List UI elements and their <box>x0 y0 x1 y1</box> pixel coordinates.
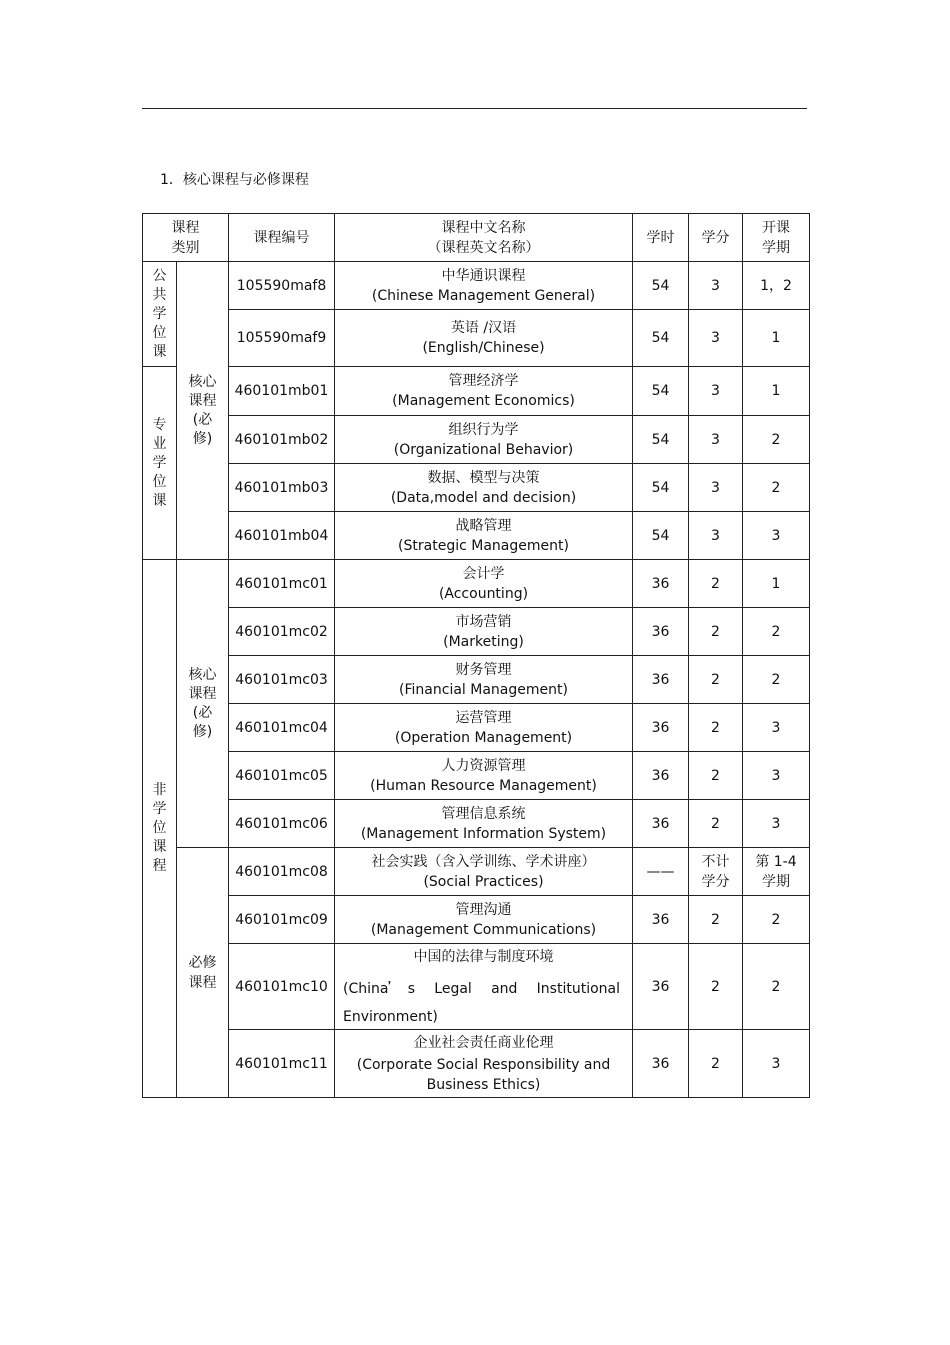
table-row <box>143 896 810 944</box>
header-credits: 学分 <box>689 214 743 262</box>
course-term: 3 <box>743 800 810 848</box>
course-hours: 54 <box>633 416 689 464</box>
header-term: 开课 学期 <box>743 214 810 262</box>
course-credits: 2 <box>689 1030 743 1098</box>
header-code: 课程编号 <box>229 214 335 262</box>
course-code: 105590maf8 <box>229 262 335 310</box>
course-credits: 3 <box>689 512 743 560</box>
course-term: 1 <box>743 367 810 416</box>
course-hours: —— <box>633 848 689 896</box>
table-row <box>143 310 810 367</box>
course-credits: 2 <box>689 608 743 656</box>
group-professional: 专业学位课 <box>143 367 177 560</box>
table-row <box>143 262 810 310</box>
course-hours: 36 <box>633 656 689 704</box>
course-credits: 2 <box>689 944 743 1030</box>
course-name: 数据、模型与决策 (Data,model and decision) <box>335 464 633 512</box>
course-name: 会计学 (Accounting) <box>335 560 633 608</box>
course-credits: 3 <box>689 464 743 512</box>
course-hours: 54 <box>633 464 689 512</box>
course-name: 社会实践（含入学训练、学术讲座） (Social Practices) <box>335 848 633 896</box>
course-hours: 36 <box>633 608 689 656</box>
course-name: 人力资源管理 (Human Resource Management) <box>335 752 633 800</box>
course-term: 2 <box>743 896 810 944</box>
course-code: 460101mb02 <box>229 416 335 464</box>
course-hours: 54 <box>633 262 689 310</box>
course-term: 1，2 <box>743 262 810 310</box>
table-row <box>143 656 810 704</box>
course-term: 1 <box>743 310 810 367</box>
header-hours: 学时 <box>633 214 689 262</box>
course-term: 3 <box>743 752 810 800</box>
table-header-row <box>143 214 810 262</box>
course-code: 460101mb03 <box>229 464 335 512</box>
course-term: 3 <box>743 1030 810 1098</box>
table-row <box>143 1030 810 1098</box>
course-credits: 2 <box>689 896 743 944</box>
course-name: 管理经济学 (Management Economics) <box>335 367 633 416</box>
course-hours: 36 <box>633 944 689 1030</box>
table-row <box>143 560 810 608</box>
course-term: 第 1-4 学期 <box>743 848 810 896</box>
course-hours: 36 <box>633 704 689 752</box>
course-credits: 3 <box>689 310 743 367</box>
course-code: 460101mb04 <box>229 512 335 560</box>
course-credits: 2 <box>689 656 743 704</box>
table-row <box>143 752 810 800</box>
course-hours: 54 <box>633 512 689 560</box>
course-term: 2 <box>743 656 810 704</box>
group-required: 必修 课程 <box>177 848 229 1098</box>
course-hours: 36 <box>633 752 689 800</box>
table-row <box>143 704 810 752</box>
section-heading: 1．核心课程与必修课程 <box>160 172 309 188</box>
course-credits: 2 <box>689 752 743 800</box>
course-name: 市场营销 (Marketing) <box>335 608 633 656</box>
course-code: 105590maf9 <box>229 310 335 367</box>
course-credits: 2 <box>689 800 743 848</box>
course-credits: 2 <box>689 560 743 608</box>
course-code: 460101mc06 <box>229 800 335 848</box>
course-code: 460101mc09 <box>229 896 335 944</box>
table-row <box>143 944 810 1030</box>
course-name: 管理沟通 (Management Communications) <box>335 896 633 944</box>
group-core-required: 核心课程(必修) <box>177 262 229 560</box>
course-code: 460101mc04 <box>229 704 335 752</box>
course-name: 战略管理 (Strategic Management) <box>335 512 633 560</box>
table-row <box>143 800 810 848</box>
course-code: 460101mc05 <box>229 752 335 800</box>
course-hours: 36 <box>633 800 689 848</box>
course-hours: 36 <box>633 560 689 608</box>
course-code: 460101mc01 <box>229 560 335 608</box>
course-term: 2 <box>743 464 810 512</box>
course-name: 运营管理 (Operation Management) <box>335 704 633 752</box>
course-table <box>142 213 810 1098</box>
group-public: 公共学位课 <box>143 262 177 367</box>
course-credits: 3 <box>689 416 743 464</box>
table-row <box>143 416 810 464</box>
header-name: 课程中文名称 （课程英文名称） <box>335 214 633 262</box>
course-credits: 3 <box>689 262 743 310</box>
table-row <box>143 464 810 512</box>
course-term: 1 <box>743 560 810 608</box>
course-name: 组织行为学 (Organizational Behavior) <box>335 416 633 464</box>
course-name: 中华通识课程 (Chinese Management General) <box>335 262 633 310</box>
course-credits: 3 <box>689 367 743 416</box>
course-credits: 不计 学分 <box>689 848 743 896</box>
group-nondegree: 非学位课程 <box>143 560 177 1098</box>
top-rule <box>142 108 807 109</box>
course-name: 企业社会责任商业伦理 (Corporate Social Responsibility and Business Ethics) <box>335 1030 633 1098</box>
course-term: 2 <box>743 416 810 464</box>
table-row <box>143 608 810 656</box>
course-name: 管理信息系统 (Management Information System) <box>335 800 633 848</box>
course-hours: 36 <box>633 896 689 944</box>
course-hours: 54 <box>633 367 689 416</box>
course-name: 中国的法律与制度环境 (China ̓s Legal and Institutional Environment) <box>335 944 633 1030</box>
course-name: 英语 /汉语 (English/Chinese) <box>335 310 633 367</box>
course-term: 3 <box>743 704 810 752</box>
course-hours: 36 <box>633 1030 689 1098</box>
course-code: 460101mc03 <box>229 656 335 704</box>
course-hours: 54 <box>633 310 689 367</box>
course-term: 2 <box>743 944 810 1030</box>
table-row <box>143 512 810 560</box>
course-code: 460101mc10 <box>229 944 335 1030</box>
course-name: 财务管理 (Financial Management) <box>335 656 633 704</box>
group-core-required-2: 核心课程(必修) <box>177 560 229 848</box>
table-row <box>143 367 810 416</box>
course-credits: 2 <box>689 704 743 752</box>
table-row <box>143 848 810 896</box>
course-code: 460101mc11 <box>229 1030 335 1098</box>
course-code: 460101mc02 <box>229 608 335 656</box>
course-code: 460101mc08 <box>229 848 335 896</box>
course-term: 2 <box>743 608 810 656</box>
course-code: 460101mb01 <box>229 367 335 416</box>
course-term: 3 <box>743 512 810 560</box>
header-category: 课程 类别 <box>143 214 229 262</box>
